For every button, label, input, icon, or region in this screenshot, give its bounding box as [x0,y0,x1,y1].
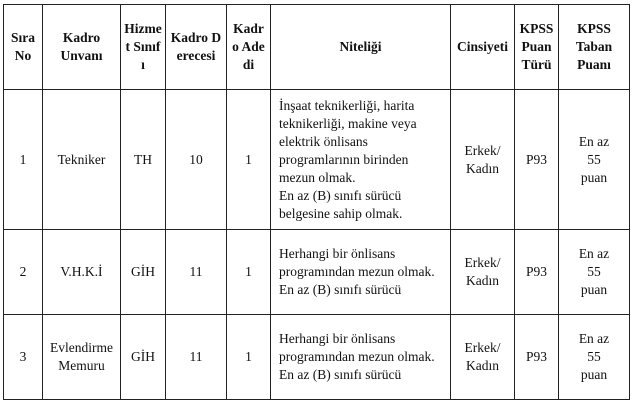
header-row [4,5,630,90]
header-kadro-derecesi: Kadro Derecesi [166,5,227,90]
header-hizmet-sinifi: Hizmet Sınıfı [121,5,166,90]
niteligi-text: Herhangi bir önlisans programından mezun olmak. [279,331,435,364]
cell-kadro-unvani: Tekniker [43,90,121,230]
header-kpss-taban-puani: KPSS Taban Puanı [559,5,630,90]
niteligi-text: İnşaat teknikerliği, harita teknikerliği, makine veya elektrik önlisans programlarının birinden mezun olmak. [279,97,417,185]
niteligi-text: En az (B) sınıfı sürücü [279,282,402,297]
header-cinsiyeti: Cinsiyeti [451,5,515,90]
cell-sira-no: 1 [4,90,43,230]
header-niteligi: Niteliği [271,5,451,90]
cell-kadro-unvani: V.H.K.İ [43,230,121,315]
header-kpss-puan-turu: KPSS Puan Türü [515,5,559,90]
cell-niteligi [271,90,451,230]
cell-kpss-taban-puani: En az 55 puan [559,230,630,315]
cell-kadro-adedi: 1 [227,315,271,400]
cell-kpss-taban-puani: En az 55 puan [559,315,630,400]
cell-kadro-adedi: 1 [227,230,271,315]
cell-kpss-puan-turu: P93 [515,230,559,315]
cell-hizmet-sinifi: GİH [121,230,166,315]
cell-cinsiyeti: Erkek/ Kadın [451,315,515,400]
cell-niteligi [271,315,451,400]
niteligi-text: En az (B) sınıfı sürücü belgesine sahip olmak. [279,187,403,221]
niteligi-text: En az (B) sınıfı sürücü [279,367,402,382]
cell-kadro-derecesi: 11 [166,315,227,400]
cell-kadro-derecesi: 11 [166,230,227,315]
cell-cinsiyeti: Erkek/ Kadın [451,230,515,315]
cell-kpss-puan-turu: P93 [515,315,559,400]
cell-hizmet-sinifi: GİH [121,315,166,400]
cell-kpss-taban-puani: En az 55 puan [559,90,630,230]
cell-hizmet-sinifi: TH [121,90,166,230]
niteligi-text: Herhangi bir önlisans programından mezun olmak. [279,246,435,279]
table-row [4,90,630,230]
cell-sira-no: 3 [4,315,43,400]
cell-kpss-puan-turu: P93 [515,90,559,230]
cell-sira-no: 2 [4,230,43,315]
cell-kadro-adedi: 1 [227,90,271,230]
table-row [4,315,630,400]
table-row [4,230,630,315]
header-kadro-unvani: Kadro Unvanı [43,5,121,90]
cell-niteligi [271,230,451,315]
kadro-table [3,4,630,400]
header-sira-no: Sıra No [4,5,43,90]
cell-kadro-derecesi: 10 [166,90,227,230]
header-kadro-adedi: Kadro Adedi [227,5,271,90]
cell-cinsiyeti: Erkek/ Kadın [451,90,515,230]
cell-kadro-unvani: Evlendirme Memuru [43,315,121,400]
